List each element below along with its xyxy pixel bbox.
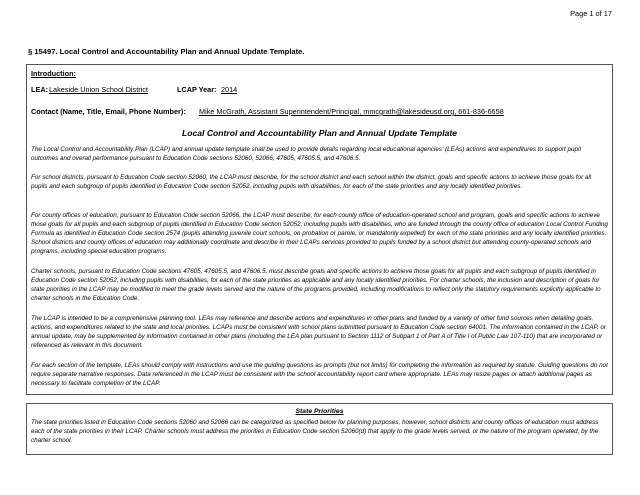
lea-value: Lakeside Union School District bbox=[49, 85, 148, 94]
contact-label: Contact (Name, Title, Email, Phone Number): bbox=[31, 107, 186, 116]
paragraph-purpose: The Local Control and Accountability Plan (LCAP) and annual update template shall be used to provide details regarding local educational agencies' (LEAs) actions and expenditures to support pupil outcomes and overall performance pursuant to Education Code sections 52060, 52066, 47605, 47605.5, and 47606.5. bbox=[31, 146, 581, 162]
paragraph-charter-schools: Charter schools, pursuant to Education Code sections 47605, 47605.5, and 47606.5, must describe goals and specific actions to achieve those goals for all pupils and each subgroup of pupils identified in Education Code section 52052, including pupils with disabilities, for each of the state priorities as applicable and any locally identified priorities. For charter schools, the inclusion and description of goals for state priorities in the LCAP may be modified to meet the grade levels served and the nature of the programs provided, including modifications to reflect only the statutory requirements explicitly applicable to charter schools in the Education Code. bbox=[31, 268, 601, 302]
state-priorities-text: The state priorities listed in Education Code sections 52060 and 52066 can be categorized as specified below for planning purposes, however, school districts and county offices of education must address each of the state priorities in their LCAP. Charter schools must address the priorities in Education Code section 52060(d) that apply to the grade levels served, or the nature of the program operated, by the charter school. bbox=[31, 419, 599, 444]
section-heading: § 15497. Local Control and Accountability Plan and Annual Update Template. bbox=[28, 47, 305, 56]
state-priorities-panel bbox=[26, 403, 613, 455]
state-priorities-heading: State Priorities bbox=[295, 408, 344, 415]
paragraph-county-offices: For county offices of education, pursuant to Education Code section 52066, the LCAP must describe, for each county office of education-operated school and program, goals and specific actions to achieve those goals for all pupils and each subgroup of pupils identified in Education Code section 52052, including pupils with disabilities, who are funded through the county office of education Local Control Funding Formula as identified in Education Code section 2574 (pupils attending juvenile court schools, on probation or parole, or mandatorily expelled) for each of the state priorities and any locally identified priorities. School districts and county offices of education may additionally coordinate and describe in their LCAPs services provided to pupils funded by a school district but attending county-operated schools and programs, including special education programs. bbox=[31, 212, 608, 255]
introduction-heading: Introduction: bbox=[31, 69, 76, 78]
introduction-panel bbox=[26, 64, 613, 395]
lcap-year-label: LCAP Year: bbox=[177, 85, 217, 94]
paragraph-school-districts: For school districts, pursuant to Education Code section 52060, the LCAP must describe, for the school district and each school within the district, goals and specific actions to achieve those goals for all pupils and each subgroup of pupils identified in Education Code section 52052, including pupils with disabilities, for each of the state priorities and any locally identified priorities. bbox=[31, 174, 592, 190]
document-title: Local Control and Accountability Plan and Annual Update Template bbox=[181, 128, 458, 138]
page-number: Page 1 of 17 bbox=[570, 9, 612, 18]
lcap-year-value: 2014 bbox=[221, 85, 238, 94]
paragraph-planning-tool: The LCAP is intended to be a comprehensive planning tool. LEAs may reference and describe actions and expenditures in other plans and funded by a variety of other fund sources when detailing goals, actions, and expenditures related to the state and local priorities. LCAPs must be consistent with school plans submitted pursuant to Education Code section 64001. The information contained in the LCAP, or annual update, may be supplemented by information contained in other plans (including the LEA plan pursuant to Section 1112 of Subpart 1 of Part A of Title I of Public Law 107-110) that are incorporated or referenced as relevant in this document. bbox=[31, 315, 606, 349]
paragraph-instructions: For each section of the template, LEAs should comply with instructions and use the guiding questions as prompts (but not limits) for completing the information as required by statute. Guiding questions do not require separate narrative responses. Data referenced in the LCAP must be consistent with the school accountability report card where appropriate. LEAs may resize pages or attach additional pages as necessary to facilitate completion of the LCAP. bbox=[31, 362, 608, 387]
lea-label: LEA: bbox=[31, 85, 49, 94]
contact-value: Mike McGrath, Assistant Superintendent/Principal, mmcgrath@lakesideusd.org, 661-836-6658 bbox=[199, 107, 504, 116]
